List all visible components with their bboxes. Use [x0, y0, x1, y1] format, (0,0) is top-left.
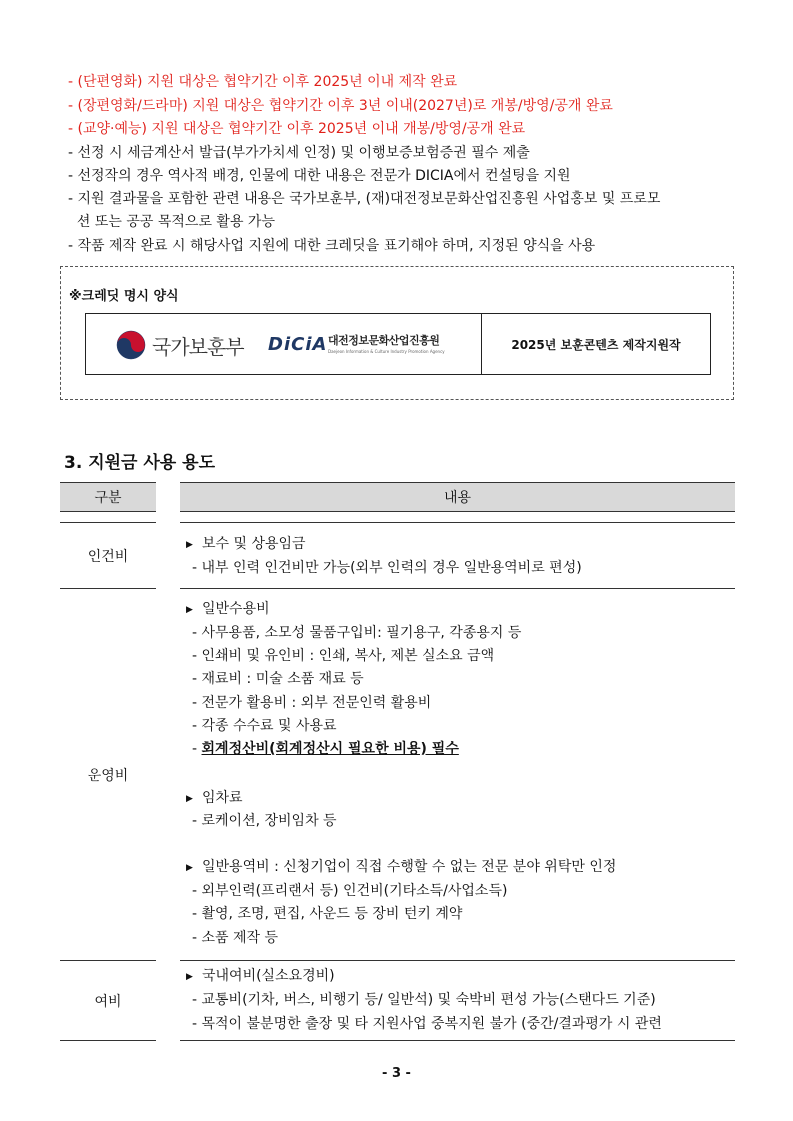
page-number: - 3 - — [382, 1066, 411, 1081]
content-item: - 목적이 불분명한 출장 및 타 지원사업 중복지원 불가 (중간/결과평가 시 관련 — [192, 1016, 662, 1032]
mpva-emblem-icon — [116, 330, 146, 360]
bullet-5: - 선정작의 경우 역사적 배경, 인물에 대한 내용은 전문가 DICIA에서 컨설팅을 지원 — [68, 168, 571, 184]
credit-title: ※크레딧 명시 양식 — [69, 289, 179, 304]
content-item: - 외부인력(프리랜서 등) 인건비(기타소득/사업소득) — [192, 883, 508, 899]
credit-text: 2025년 보훈콘텐츠 제작지원작 — [511, 337, 681, 352]
bullet-7: - 작품 제작 완료 시 해당사업 지원에 대한 크레딧을 표기해야 하며, 지정된 양식을 사용 — [68, 238, 596, 254]
row-divider — [60, 1040, 156, 1041]
bullet-4: - 선정 시 세금계산서 발급(부가가치세 인정) 및 이행보증보험증권 필수 제출 — [68, 145, 530, 161]
content-item-required: - 회계정산비(회계정산시 필요한 비용) 필수 — [192, 741, 459, 757]
content-item: - 로케이션, 장비임차 등 — [192, 813, 337, 829]
logo-area — [86, 314, 482, 374]
triangle-bullet-icon: ▶ — [186, 972, 193, 982]
dicia-logo-subtitle: Daejeon Information & Culture Industry Promotion Agency — [328, 349, 445, 354]
bullet-3: - (교양·예능) 지원 대상은 협약기간 이후 2025년 이내 개봉/방영/공개 완료 — [68, 121, 526, 137]
content-head: ▶ 임차료 — [186, 787, 243, 810]
content-item: - 각종 수수료 및 사용료 — [192, 718, 337, 734]
content-item: - 인쇄비 및 유인비 : 인쇄, 복사, 제본 실소요 금액 — [192, 648, 495, 664]
row-divider — [60, 522, 156, 523]
row-divider — [180, 588, 735, 589]
triangle-bullet-icon: ▶ — [186, 794, 193, 804]
table-header-category: 구분 — [60, 482, 156, 512]
content-item: - 내부 인력 인건비만 가능(외부 인력의 경우 일반용역비로 편성) — [192, 560, 582, 576]
bullet-2: - (장편영화/드라마) 지원 대상은 협약기간 이후 3년 이내(2027년)로 개봉/방영/공개 완료 — [68, 98, 613, 114]
row-label-personnel: 인건비 — [87, 549, 129, 565]
table-header-content: 내용 — [180, 482, 735, 512]
content-head: ▶ 국내여비(실소요경비) — [186, 965, 335, 988]
content-item: - 재료비 : 미술 소품 재료 등 — [192, 671, 364, 687]
bullet-6-cont: 션 또는 공공 목적으로 활용 가능 — [68, 214, 275, 230]
content-head: ▶ 일반수용비 — [186, 598, 270, 621]
row-label-operating: 운영비 — [87, 768, 129, 784]
row-divider — [180, 522, 735, 523]
content-item: - 교통비(기차, 버스, 비행기 등/ 일반석) 및 숙박비 편성 가능(스탠다드 기준) — [192, 992, 656, 1008]
mpva-logo-text: 국가보훈부 — [152, 335, 244, 359]
content-item: - 촬영, 조명, 편집, 사운드 등 장비 턴키 계약 — [192, 906, 463, 922]
content-head: ▶ 보수 및 상용임금 — [186, 533, 306, 556]
content-head: ▶ 일반용역비 : 신청기업이 직접 수행할 수 없는 전문 분야 위탁만 인정 — [186, 856, 616, 879]
credit-sample — [85, 313, 711, 375]
dicia-logo-mark: DiCiA — [268, 334, 328, 355]
triangle-bullet-icon: ▶ — [186, 605, 193, 615]
row-divider — [60, 588, 156, 589]
content-item: - 전문가 활용비 : 외부 전문인력 활용비 — [192, 695, 432, 711]
content-item: - 사무용품, 소모성 물품구입비: 필기용구, 각종용지 등 — [192, 625, 522, 641]
row-divider — [180, 1040, 735, 1041]
bullet-6: - 지원 결과물을 포함한 관련 내용은 국가보훈부, (재)대전정보문화산업진흥원 사업홍보 및 프로모 — [68, 191, 661, 207]
triangle-bullet-icon: ▶ — [186, 863, 193, 873]
dicia-logo-name: 대전정보문화산업진흥원 — [328, 334, 440, 347]
content-item: - 소품 제작 등 — [192, 930, 279, 946]
row-divider — [60, 960, 156, 961]
row-divider — [180, 960, 735, 961]
row-label-travel: 여비 — [94, 994, 122, 1010]
credit-format-box — [60, 266, 734, 400]
bullet-1: - (단편영화) 지원 대상은 협약기간 이후 2025년 이내 제작 완료 — [68, 74, 458, 90]
section-title: 3. 지원금 사용 용도 — [64, 453, 215, 473]
triangle-bullet-icon: ▶ — [186, 540, 193, 550]
